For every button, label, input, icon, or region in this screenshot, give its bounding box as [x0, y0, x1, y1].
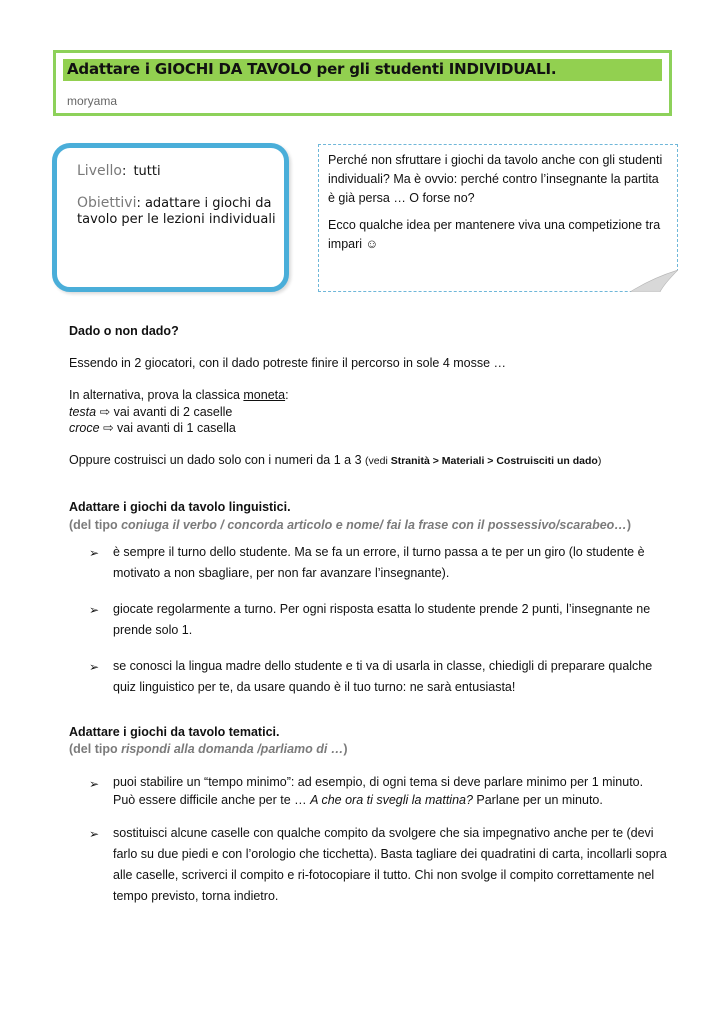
- objectives-value-1: adattare i giochi da: [144, 196, 272, 211]
- objectives-line: Obiettivi: adattare i giochi da: [77, 195, 272, 211]
- level-line: Livello: tutti: [77, 163, 161, 179]
- custom-die-ref-open: (vedi: [365, 455, 391, 467]
- dice-heading: Dado o non dado?: [69, 324, 179, 338]
- level-objectives-box: [52, 143, 289, 292]
- thematic-bullet-1-line-2: [113, 791, 669, 809]
- coin-word: moneta: [243, 388, 286, 402]
- intro-paragraph-1: Perché non sfruttare i giochi da tavolo anche con gli studenti individuali? Ma è ovvio: perché contro l’insegnante la partita è già persa … O forse no?: [328, 153, 663, 205]
- arrow-icon: ⇨: [103, 421, 114, 435]
- objectives-label: Obiettivi: [77, 195, 137, 211]
- bullet-arrow-icon: ➢: [89, 603, 100, 617]
- thematic-heading: Adattare i giochi da tavolo tematici.: [69, 725, 280, 739]
- thematic-sub-italic: rispondi alla domanda /parliamo di …: [121, 742, 344, 756]
- thematic-sub-close: ): [343, 742, 348, 756]
- tails-rule: [69, 420, 236, 435]
- thematic-b1-start: Può essere difficile anche per te …: [113, 793, 311, 807]
- coin-intro-text: In alternativa, prova la classica: [69, 388, 244, 402]
- heads-rule: [69, 404, 232, 419]
- tails-word: croce: [69, 421, 100, 435]
- linguistic-heading: Adattare i giochi da tavolo linguistici.: [69, 500, 291, 514]
- heads-word: testa: [69, 405, 97, 419]
- thematic-sub-open: (del tipo: [69, 742, 122, 756]
- thematic-bullet-2: sostituisci alcune caselle con qualche compito da svolgere che sia impegnativo anche per te (devi farlo su due piedi e con l’orologio che ticchetta). Basta tagliare dei quadratini di carta, incollarli sopra alle caselle, scriverci il compito e ri-fotocopiare il tutto. Chi non svolge il compito correttamente nel tempo previsto, torna indietro.: [113, 826, 667, 903]
- thematic-b1-italic: A che ora ti svegli la mattina?: [310, 793, 473, 807]
- thematic-bullet-1: [113, 773, 669, 809]
- page-title: Adattare i GIOCHI DA TAVOLO per gli studenti INDIVIDUALI.: [67, 60, 557, 78]
- bullet-arrow-icon: ➢: [89, 827, 100, 841]
- thematic-b1-end: Parlane per un minuto.: [472, 793, 603, 807]
- author-name: moryama: [67, 94, 118, 108]
- heads-text: vai avanti di 2 caselle: [113, 405, 233, 419]
- linguistic-sub-italic: coniuga il verbo / concorda articolo e nome/ fai la frase con il possessivo/scarabeo…: [121, 518, 627, 532]
- coin-colon: :: [285, 388, 289, 402]
- linguistic-sub-open: (del tipo: [69, 518, 122, 532]
- thematic-bullet-1-line-1: puoi stabilire un “tempo minimo”: ad esempio, di ogni tema si deve parlare minimo per 1 minuto.: [113, 775, 644, 789]
- intro-note: [318, 144, 678, 292]
- linguistic-sub-close: ): [626, 518, 631, 532]
- title-highlight: [63, 59, 662, 81]
- custom-die-text: Oppure costruisci un dado solo con i numeri da 1 a 3: [69, 453, 366, 467]
- level-label: Livello: [77, 163, 122, 179]
- linguistic-bullet-3: se conosci la lingua madre dello studente e ti va di usarla in classe, chiedigli di preparare qualche quiz linguistico per te, da usare quando è il tuo turno: ne sarà entusiasta!: [113, 659, 653, 694]
- dice-paragraph: Essendo in 2 giocatori, con il dado potreste finire il percorso in sole 4 mosse …: [69, 356, 507, 370]
- linguistic-bullet-1: è sempre il turno dello studente. Ma se fa un errore, il turno passa a te per un giro (lo studente è motivato a non sbagliare, per non far avanzare l’insegnante).: [113, 545, 645, 580]
- custom-die-ref-close: ): [597, 455, 602, 467]
- page-curl-icon: [630, 270, 678, 292]
- linguistic-subtitle: [69, 518, 631, 532]
- bullet-arrow-icon: ➢: [89, 660, 100, 674]
- objectives-value-2: tavolo per le lezioni individuali: [77, 212, 276, 227]
- linguistic-bullet-2: giocate regolarmente a turno. Per ogni risposta esatta lo studente prende 2 punti, l’insegnante ne prende solo 1.: [113, 602, 651, 637]
- level-value: tutti: [133, 164, 161, 179]
- intro-paragraph-2: Ecco qualche idea per mantenere viva una competizione tra impari ☺: [328, 218, 661, 251]
- custom-die-ref: Stranità > Materiali > Costruisciti un dado: [390, 455, 598, 467]
- arrow-icon: ⇨: [99, 405, 111, 419]
- coin-intro: [69, 388, 289, 402]
- custom-die-line: [69, 453, 601, 467]
- thematic-subtitle: [69, 742, 348, 756]
- tails-text: vai avanti di 1 casella: [117, 421, 236, 435]
- bullet-arrow-icon: ➢: [89, 546, 100, 560]
- title-frame: [53, 50, 672, 116]
- bullet-arrow-icon: ➢: [89, 777, 100, 791]
